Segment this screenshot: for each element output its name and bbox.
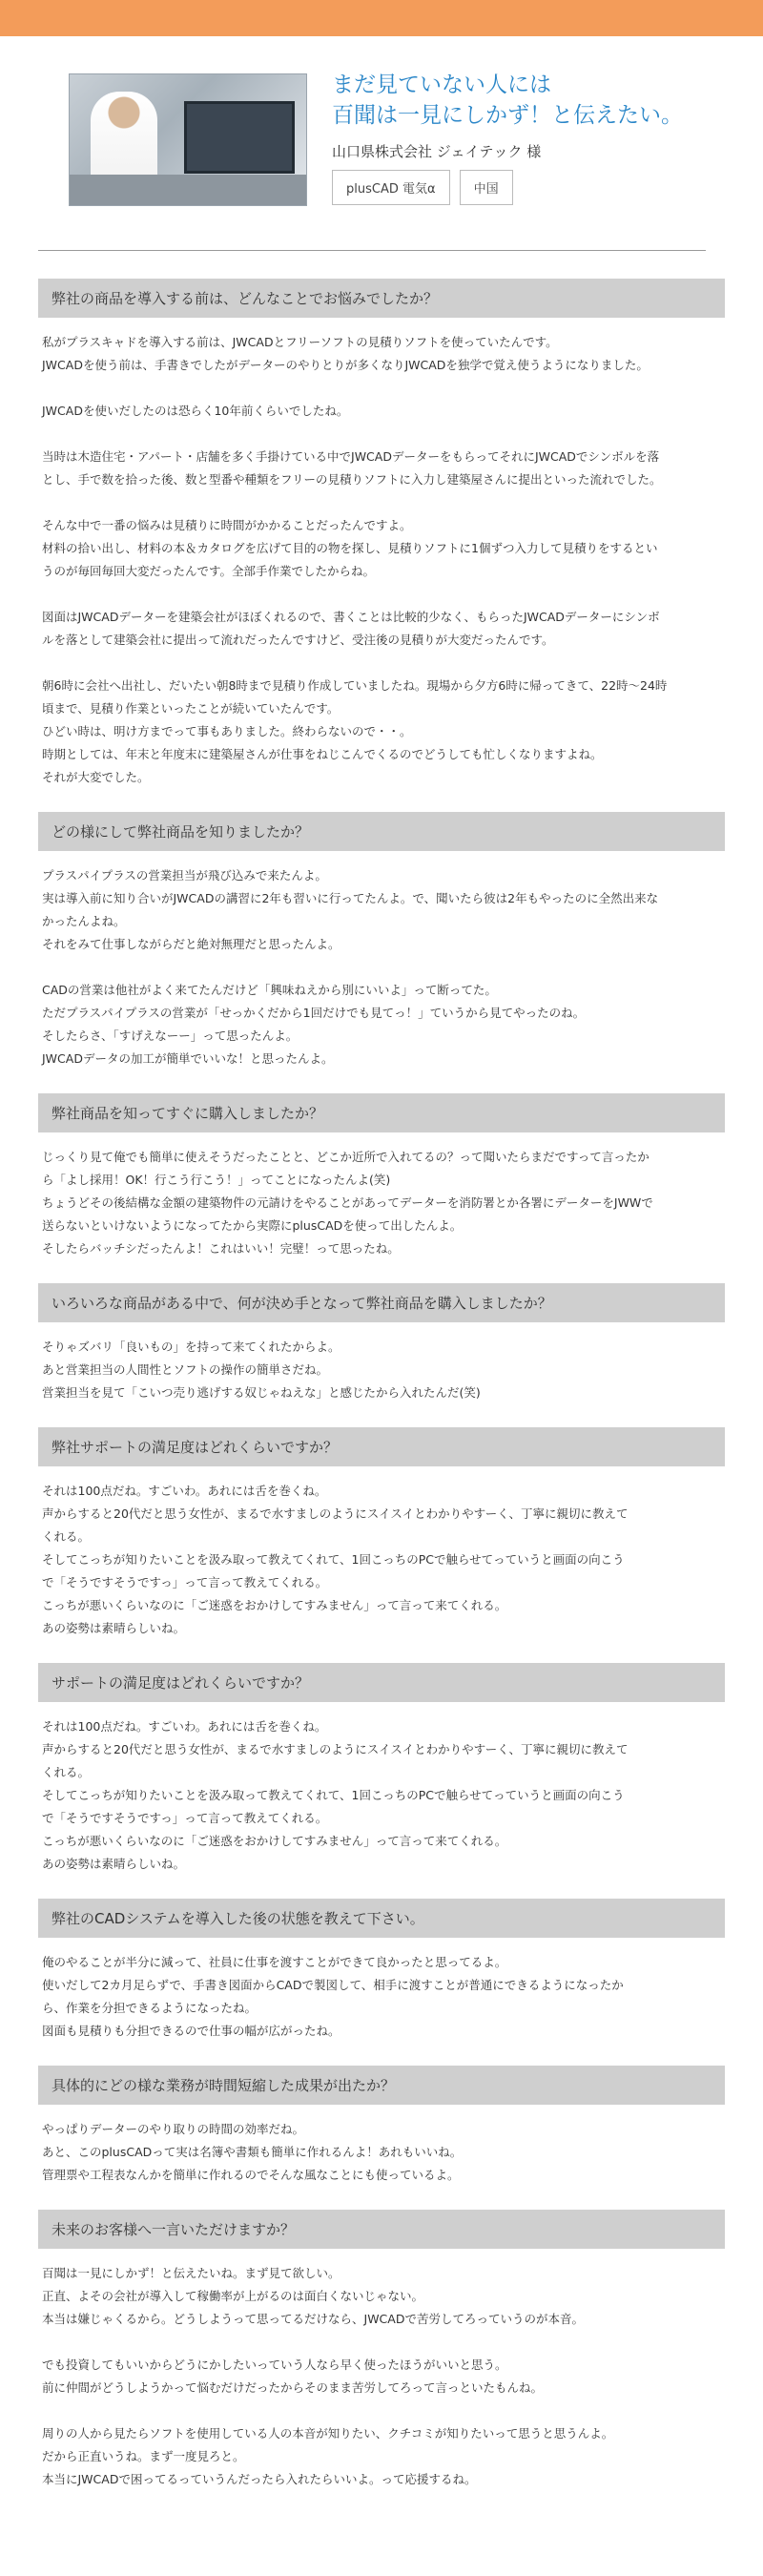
- answer-paragraph: [42, 2354, 725, 2399]
- answer-body: [38, 1715, 725, 1876]
- answer-line: そしてこっちが知りたいことを汲み取って教えてくれて、1回こっちのPCで触らせてっていうと画面の向こう: [42, 1788, 625, 1802]
- answer-paragraph: [42, 1951, 725, 2043]
- answer-line: 時期としては、年末と年度末に建築屋さんが仕事をねじこんでくるのでどうしても忙しくなりますよね。: [42, 747, 603, 761]
- answer-line: そしたらさ、「すげえなーー」って思ったんよ。: [42, 1028, 299, 1043]
- answer-line: かったんよね。: [42, 914, 126, 928]
- answer-line: 正直、よその会社が導入して稼働率が上がるのは面白くないじゃない。: [42, 2289, 424, 2303]
- answer-body: [38, 1480, 725, 1640]
- monitor-graphic: [184, 101, 295, 174]
- answer-line: 使いだして2カ月足らずで、手書き図面からCADで製図して、相手に渡すことが普通にできるようになったか: [42, 1978, 624, 1992]
- answer-line: 百聞は一見にしかず！と伝えたいね。まず見て欲しい。: [42, 2266, 340, 2280]
- answer-line: ちょうどその後結構な金額の建築物件の元請けをやることがあってデーターを消防署とか各署にデーターをJWWで: [42, 1195, 653, 1210]
- answer-line: あと、このplusCADって実は名簿や書類も簡単に作れるんよ！あれもいいね。: [42, 2145, 463, 2159]
- answer-line: 俺のやることが半分に減って、社員に仕事を渡すことができて良かったと思ってるよ。: [42, 1955, 507, 1969]
- answer-line: そしてこっちが知りたいことを汲み取って教えてくれて、1回こっちのPCで触らせてっていうと画面の向こう: [42, 1552, 625, 1567]
- answer-line: JWCADを使いだしたのは恐らく10年前くらいでしたね。: [42, 404, 349, 418]
- answer-line: CADの営業は他社がよく来てたんだけど「興味ねえから別にいいよ」って断ってた。: [42, 983, 497, 997]
- qa-section: [38, 1899, 725, 2043]
- interview-content: [0, 258, 763, 2514]
- question-heading: サポートの満足度はどれくらいですか？: [38, 1663, 725, 1702]
- answer-line: 実は導入前に知り合いがJWCADの講習に2年も習いに行ってたんよ。で、聞いたら彼は2年もやったのに全然出来な: [42, 891, 659, 905]
- answer-line: JWCADを使う前は、手書きでしたがデーターのやりとりが多くなりJWCADを独学で覚え使うようになりました。: [42, 358, 649, 372]
- answer-line: 頃まで、見積り作業といったことが続いていたんです。: [42, 701, 340, 716]
- answer-line: 材料の拾い出し、材料の本＆カタログを広げて目的の物を探し、見積りソフトに1個ずつ入力して見積りをするとい: [42, 541, 658, 555]
- answer-body: [38, 864, 725, 1070]
- answer-line: あの姿勢は素晴らしいね。: [42, 1621, 186, 1635]
- top-accent-bar: [0, 0, 763, 36]
- qa-section: [38, 279, 725, 789]
- question-heading: 弊社の商品を導入する前は、どんなことでお悩みでしたか？: [38, 279, 725, 318]
- interviewee-photo: [69, 73, 307, 206]
- answer-line: 送らないといけないようになってたから実際にplusCADを使って出したんよ。: [42, 1218, 463, 1233]
- product-tag: plusCAD 電気α: [332, 170, 450, 205]
- title-line-2: 百聞は一見にしかず！と伝えたい。: [332, 103, 683, 128]
- question-heading: 具体的にどの様な業務が時間短縮した成果が出たか？: [38, 2066, 725, 2105]
- answer-body: [38, 1951, 725, 2043]
- answer-paragraph: [42, 2422, 725, 2491]
- answer-line: ら、作業を分担できるようになったね。: [42, 2001, 258, 2015]
- answer-line: とし、手で数を拾った後、数と型番や種類をフリーの見積りソフトに入力し建築屋さんに提出といった流れでした。: [42, 472, 662, 487]
- answer-body: [38, 1146, 725, 1260]
- header-divider: [38, 250, 706, 251]
- answer-body: [38, 2262, 725, 2491]
- answer-paragraph: [42, 400, 725, 423]
- answer-line: それは100点だね。すごいわ。あれには舌を巻くね。: [42, 1719, 327, 1734]
- answer-line: で「そうですそうですっ」って言って教えてくれる。: [42, 1575, 328, 1589]
- question-heading: 未来のお客様へ一言いただけますか？: [38, 2210, 725, 2249]
- question-heading: 弊社サポートの満足度はどれくらいですか？: [38, 1427, 725, 1466]
- answer-paragraph: [42, 1715, 725, 1876]
- answer-paragraph: [42, 446, 725, 491]
- answer-line: こっちが悪いくらいなのに「ご迷惑をおかけしてすみません」って言って来てくれる。: [42, 1598, 507, 1612]
- answer-line: ルを落として建築会社に提出って流れだったんですけど、受注後の見積りが大変だったんです。: [42, 633, 554, 647]
- answer-body: [38, 2118, 725, 2187]
- answer-line: 前に仲間がどうしようかって悩むだけだったからそのまま苦労してろって言っといたもんね。: [42, 2380, 544, 2395]
- title-line-1: まだ見ていない人には: [332, 73, 551, 97]
- answer-line: ただプラスパイプラスの営業が「せっかくだから1回だけでも見てっ！」ていうから見てやったのね。: [42, 1006, 586, 1020]
- answer-paragraph: [42, 675, 725, 789]
- qa-section: [38, 1093, 725, 1260]
- answer-line: そしたらバッチシだったんよ！これはいい！完璧！って思ったね。: [42, 1241, 400, 1256]
- answer-line: 声からすると20代だと思う女性が、まるで水すましのようにスイスイとわかりやすーく、丁寧に親切に教えて: [42, 1506, 629, 1521]
- answer-line: こっちが悪いくらいなのに「ご迷惑をおかけしてすみません」って言って来てくれる。: [42, 1834, 507, 1848]
- answer-line: あの姿勢は素晴らしいね。: [42, 1857, 186, 1871]
- answer-paragraph: [42, 1336, 725, 1404]
- answer-line: くれる。: [42, 1765, 91, 1779]
- interview-header: [0, 36, 763, 256]
- desk-graphic: [70, 175, 306, 205]
- answer-line: 管理票や工程表なんかを簡単に作れるのでそんな風なことにも使っているよ。: [42, 2168, 460, 2182]
- answer-line: 図面も見積りも分担できるので仕事の幅が広がったね。: [42, 2024, 340, 2038]
- question-heading: どの様にして弊社商品を知りましたか？: [38, 812, 725, 851]
- qa-section: [38, 1663, 725, 1876]
- answer-line: くれる。: [42, 1529, 91, 1544]
- answer-line: ら「よし採用！OK！行こう行こう！」ってことになったんよ(笑): [42, 1173, 391, 1187]
- answer-line: そんな中で一番の悩みは見積りに時間がかかることだったんですよ。: [42, 518, 412, 532]
- answer-paragraph: [42, 979, 725, 1070]
- answer-line: そりゃズバリ「良いもの」を持って来てくれたからよ。: [42, 1340, 340, 1354]
- answer-line: じっくり見て俺でも簡単に使えそうだったことと、どこか近所で入れてるの？って聞いたらまだですって言ったか: [42, 1150, 650, 1164]
- tag-list: [332, 170, 513, 205]
- answer-paragraph: [42, 864, 725, 956]
- answer-paragraph: [42, 331, 725, 377]
- answer-line: JWCADデータの加工が簡単でいいな！と思ったんよ。: [42, 1051, 334, 1066]
- answer-line: 営業担当を見て「こいつ売り逃げする奴じゃねえな」と感じたから入れたんだ(笑): [42, 1385, 481, 1400]
- answer-paragraph: [42, 2118, 725, 2187]
- page-title: [332, 70, 732, 131]
- question-heading: 弊社のCADシステムを導入した後の状態を教えて下さい。: [38, 1899, 725, 1938]
- answer-line: それは100点だね。すごいわ。あれには舌を巻くね。: [42, 1484, 327, 1498]
- answer-line: あと営業担当の人間性とソフトの操作の簡単さだね。: [42, 1362, 329, 1377]
- answer-paragraph: [42, 606, 725, 652]
- question-heading: 弊社商品を知ってすぐに購入しましたか？: [38, 1093, 725, 1132]
- qa-section: [38, 812, 725, 1070]
- answer-line: やっぱりデーターのやり取りの時間の効率だね。: [42, 2122, 305, 2136]
- qa-section: [38, 1427, 725, 1640]
- answer-paragraph: [42, 2262, 725, 2331]
- answer-paragraph: [42, 1146, 725, 1260]
- answer-line: うのが毎回毎回大変だったんです。全部手作業でしたからね。: [42, 564, 376, 578]
- question-heading: いろいろな商品がある中で、何が決め手となって弊社商品を購入しましたか？: [38, 1283, 725, 1322]
- qa-section: [38, 2066, 725, 2187]
- answer-line: でも投資してもいいからどうにかしたいっていう人なら早く使ったほうがいいと思う。: [42, 2358, 507, 2372]
- answer-line: 私がプラスキャドを導入する前は、JWCADとフリーソフトの見積りソフトを使っていたんです。: [42, 335, 558, 349]
- answer-line: 朝6時に会社へ出社し、だいたい朝8時まで見積り作成していましたね。現場から夕方6時に帰ってきて、22時〜24時: [42, 678, 668, 693]
- qa-section: [38, 2210, 725, 2491]
- answer-line: プラスパイプラスの営業担当が飛び込みで来たんよ。: [42, 868, 327, 883]
- answer-line: で「そうですそうですっ」って言って教えてくれる。: [42, 1811, 328, 1825]
- answer-line: 本当にJWCADで困ってるっていうんだったら入れたらいいよ。って応援するね。: [42, 2472, 477, 2486]
- answer-line: 周りの人から見たらソフトを使用している人の本音が知りたい、クチコミが知りたいって思うと思うんよ。: [42, 2426, 614, 2441]
- answer-line: 本当は嫌じゃくるから。どうしようって思ってるだけなら、JWCADで苦労してろっていうのが本音。: [42, 2312, 584, 2326]
- answer-line: ひどい時は、明け方までって事もありました。終わらないので・・。: [42, 724, 412, 738]
- answer-line: それが大変でした。: [42, 770, 150, 784]
- answer-body: [38, 1336, 725, 1404]
- answer-paragraph: [42, 1480, 725, 1640]
- answer-line: 声からすると20代だと思う女性が、まるで水すましのようにスイスイとわかりやすーく、丁寧に親切に教えて: [42, 1742, 629, 1756]
- answer-body: [38, 331, 725, 789]
- region-tag: 中国: [460, 170, 513, 205]
- company-name: 山口県株式会社 ジェイテック 様: [332, 143, 542, 160]
- answer-line: それをみて仕事しながらだと絶対無理だと思ったんよ。: [42, 937, 340, 951]
- qa-section: [38, 1283, 725, 1404]
- answer-line: 図面はJWCADデーターを建築会社がほぼくれるので、書くことは比較的少なく、もらったJWCADデーターにシンボ: [42, 610, 660, 624]
- answer-line: 当時は木造住宅・アパート・店舗を多く手掛けている中でJWCADデーターをもらってそれにJWCADでシンボルを落: [42, 449, 660, 464]
- answer-paragraph: [42, 514, 725, 583]
- answer-line: だから正直いうね。まず一度見ろと。: [42, 2449, 245, 2463]
